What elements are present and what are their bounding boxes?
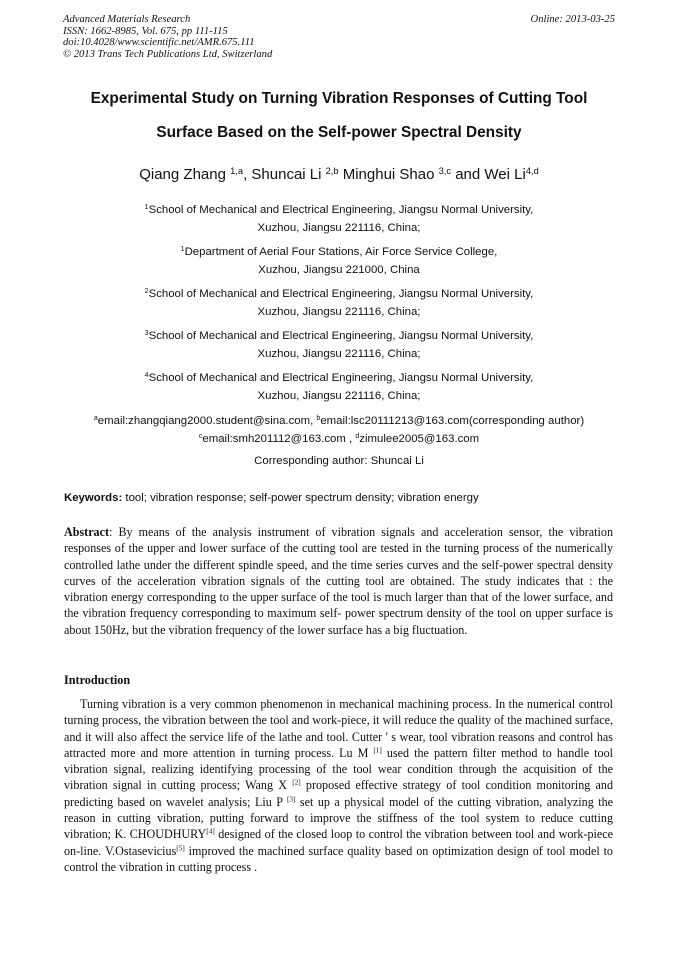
citation-ref[interactable]: [1] — [373, 746, 382, 755]
affiliation-mark: 1 — [180, 246, 185, 254]
affiliation — [40, 286, 638, 321]
affiliation — [40, 328, 638, 363]
affiliation-line: Xuzhou, Jiangsu 221116, China; — [257, 221, 421, 234]
affiliation-mark: 2 — [144, 288, 149, 296]
author-name: Minghui Shao — [342, 166, 439, 183]
email-mark: b — [316, 415, 321, 423]
affiliation — [40, 244, 638, 279]
abstract-text: : By means of the analysis instrument of vibration signals and acceleration sensor, the vibration responses of the upper and lower surface of the cutting tool are tested in the turning process of the numerically controlled lathe under the different spindle speed, and the time series curves and the self-power spectral density curves of the acceleration vibration signals of the cutting tool are obtained. The study indicates that : the vibration energy corresponding to the upper surface of the tool is much larger than that of the lower surface, and the vibration frequency corresponding to maximum self- power spectrum density of the tool on upper surface is about 150Hz, but the vibration frequency of the lower surface has a big fluctuation. — [64, 525, 613, 637]
publication-header — [63, 14, 615, 60]
email-mark: d — [355, 432, 360, 440]
citation-ref[interactable]: [3] — [286, 795, 296, 804]
author-name: Shuncai Li — [251, 166, 326, 183]
email-mark: a — [93, 415, 98, 423]
affiliation-mark: 3 — [144, 330, 149, 338]
body-text: used the pattern filter method to handle tool vibration signal, realizing identifying processing of the tool wear condition through the acquisition of the vibration signal in cutting process; Wang X — [64, 745, 613, 793]
online-date: Online: 2013-03-25 — [530, 14, 615, 25]
body-text: improved the machined surface quality based on optimization design of tool model to control the vibration in cutting process . — [64, 843, 613, 874]
corresponding-author: Corresponding author: Shuncai Li — [254, 455, 424, 467]
affiliation — [40, 202, 638, 237]
affiliation-mark: 1 — [144, 204, 149, 212]
author-affiliation-mark: 1,a — [230, 165, 244, 176]
affiliation-line: School of Mechanical and Electrical Engineering, Jiangsu Normal University, — [148, 288, 534, 300]
author-affiliation-mark: 4,d — [525, 165, 539, 176]
affiliation-line: Xuzhou, Jiangsu 221116, China; — [257, 305, 421, 318]
email-address-d[interactable]: zimulee2005@163.com — [359, 432, 480, 445]
keywords-text: tool; vibration response; self-power spectrum density; vibration energy — [122, 492, 479, 504]
email-address-c[interactable]: email:smh201112@163.com , — [202, 432, 356, 445]
affiliation-line: School of Mechanical and Electrical Engineering, Jiangsu Normal University, — [148, 204, 534, 216]
author-list — [40, 166, 638, 183]
affiliation-line: School of Mechanical and Electrical Engineering, Jiangsu Normal University, — [148, 372, 534, 384]
body-text: Turning vibration is a very common phenomenon in mechanical machining process. In the numerical control turning process, the vibration between the tool and work-piece, it will reduce the quality of the machined surface, and it will also affect the service life of the lathe and tool. Cutter ' s wear, tool vibration reasons and control has attracted more and more attention in turning process. Lu M — [64, 697, 613, 760]
citation-ref[interactable]: [5] — [176, 844, 185, 853]
abstract — [64, 524, 613, 638]
affiliation-line: Xuzhou, Jiangsu 221116, China; — [257, 347, 421, 360]
keywords — [64, 492, 615, 504]
author-separator: , — [243, 166, 252, 183]
section-heading: Introduction — [64, 673, 131, 687]
author-name: Wei Li — [484, 166, 526, 183]
doi-line: doi:10.4028/www.scientific.net/AMR.675.111 — [63, 37, 255, 49]
keywords-label: Keywords: — [64, 492, 123, 504]
affiliation — [40, 370, 638, 405]
issn-line: ISSN: 1662-8985, Vol. 675, pp 111-115 — [63, 25, 228, 37]
author-name: Qiang Zhang — [139, 166, 231, 183]
author-affiliation-mark: 2,b — [325, 165, 339, 176]
title-line-2: Surface Based on the Self-power Spectral Density — [156, 124, 522, 141]
author-separator: and — [451, 166, 485, 183]
affiliation-line: Xuzhou, Jiangsu 221000, China — [258, 263, 420, 276]
copyright-line: © 2013 Trans Tech Publications Ltd, Switzerland — [63, 48, 273, 60]
email-address-a[interactable]: email:zhangqiang2000.student@sina.com, — [97, 415, 317, 427]
introduction-paragraph — [64, 696, 613, 875]
abstract-label: Abstract — [64, 525, 110, 539]
title-line-1: Experimental Study on Turning Vibration Responses of Cutting Tool — [90, 90, 588, 107]
affiliation-line: Department of Aerial Four Stations, Air Force Service College, — [184, 246, 498, 258]
body-text: set up a physical model of the cutting vibration, analyzing the reason in cutting vibration, putting forward to improve the stiffness of the tool system to reduce cutting vibration; K. CHOUDHURY — [64, 794, 613, 842]
affiliation-mark: 4 — [144, 372, 149, 380]
body-text: proposed effective strategy of tool condition monitoring and predicting based on wavelet analysis; Liu P — [64, 778, 613, 809]
affiliation-line: Xuzhou, Jiangsu 221116, China; — [257, 389, 421, 402]
author-affiliation-mark: 3,c — [438, 165, 452, 176]
citation-ref[interactable]: [2] — [292, 779, 301, 788]
email-mark: c — [198, 432, 203, 440]
body-text: designed of the closed loop to control the vibration between tool and work-piece on-line. V.Ostasevicius — [64, 827, 613, 858]
email-block — [40, 413, 638, 448]
citation-ref[interactable]: [4] — [206, 828, 215, 837]
journal-name: Advanced Materials Research — [63, 14, 191, 25]
affiliation-line: School of Mechanical and Electrical Engineering, Jiangsu Normal University, — [148, 330, 534, 342]
email-address-b[interactable]: email:lsc20111213@163.com(corresponding author) — [320, 415, 585, 427]
